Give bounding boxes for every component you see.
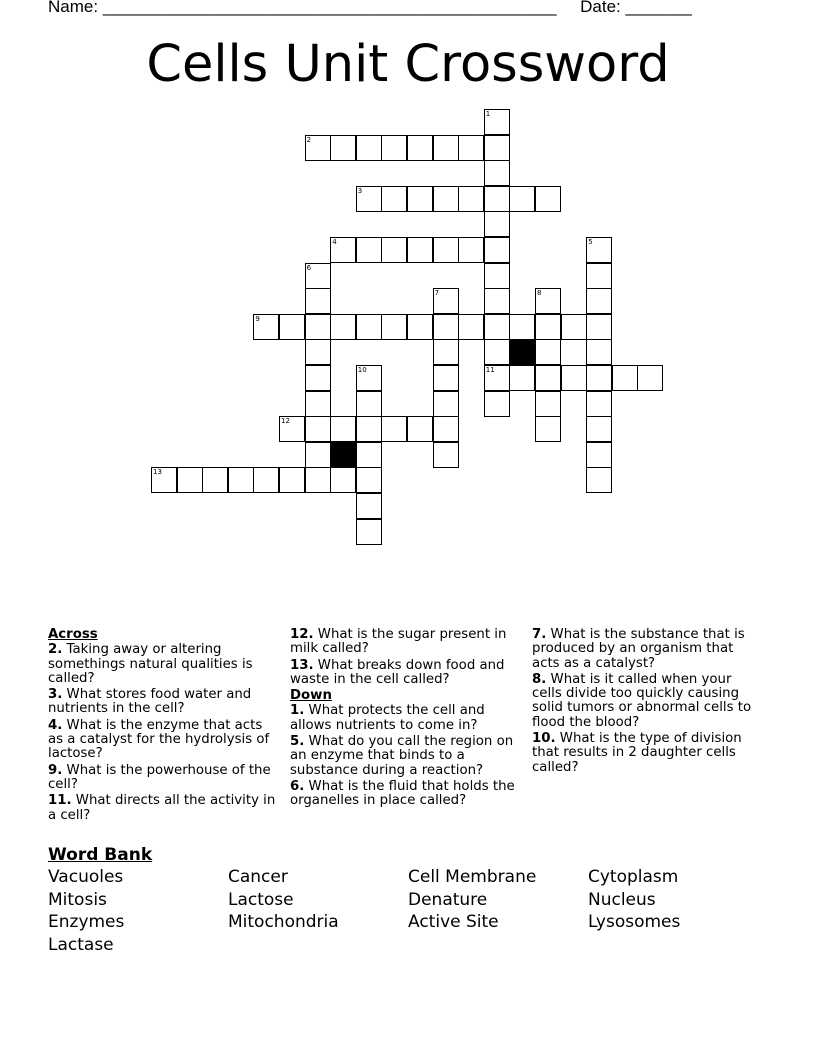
grid-cell[interactable]	[484, 288, 510, 314]
clue-across-13	[290, 659, 520, 688]
clue-number: 8.	[532, 671, 547, 687]
grid-cell[interactable]	[381, 135, 407, 161]
grid-cell[interactable]	[356, 237, 382, 263]
grid-cell[interactable]	[433, 288, 459, 314]
across-heading: Across	[48, 627, 98, 642]
clue-across-11	[48, 794, 278, 823]
grid-cell[interactable]	[637, 365, 663, 391]
word-bank-item: Lactase	[48, 935, 114, 956]
clue-number: 6.	[290, 778, 305, 794]
grid-cell[interactable]	[330, 237, 356, 263]
grid-cell[interactable]	[433, 416, 459, 442]
grid-cell[interactable]	[586, 365, 612, 391]
grid-cell[interactable]	[356, 314, 382, 340]
clue-text: What is the fluid that holds the organelles in place called?	[290, 778, 515, 809]
grid-cell[interactable]	[535, 416, 561, 442]
grid-cell[interactable]	[381, 416, 407, 442]
grid-cell[interactable]	[535, 186, 561, 212]
word-bank-item: Vacuoles	[48, 867, 124, 887]
clue-text: What is the sugar present in milk called?	[290, 627, 507, 657]
grid-cell[interactable]	[279, 467, 305, 493]
clue-text: What stores food water and nutrients in the cell?	[48, 687, 252, 717]
grid-cell[interactable]	[586, 263, 612, 289]
grid-cell[interactable]	[509, 314, 535, 340]
grid-cell[interactable]	[253, 467, 279, 493]
grid-cell[interactable]	[586, 288, 612, 314]
grid-cell[interactable]	[279, 314, 305, 340]
clue-text: What is the powerhouse of the cell?	[48, 762, 271, 792]
grid-cell[interactable]	[433, 442, 459, 468]
word-bank-item: Nucleus	[588, 889, 656, 910]
grid-cell[interactable]	[458, 314, 484, 340]
cell-number: 7	[434, 289, 440, 298]
word-bank-item: Active Site	[408, 912, 499, 933]
cell-number: 1	[485, 110, 491, 118]
clue-down-1	[290, 704, 520, 733]
grid-cell[interactable]	[586, 339, 612, 365]
grid-cell[interactable]	[535, 365, 561, 391]
page-title: Cells Unit Crossword	[146, 35, 670, 94]
clue-down-5	[290, 735, 520, 778]
grid-cell[interactable]	[253, 314, 279, 340]
word-bank-item: Cytoplasm	[588, 867, 679, 887]
cell-number: 10	[357, 366, 367, 374]
word-bank-item: Cancer	[228, 867, 288, 887]
grid-cell[interactable]	[433, 135, 459, 161]
clue-number: 11.	[48, 793, 72, 809]
grid-cell-black	[330, 442, 356, 468]
grid-cell[interactable]	[484, 237, 510, 263]
grid-cell[interactable]	[330, 467, 356, 493]
grid-cell-black	[509, 339, 535, 365]
grid-cell[interactable]	[535, 314, 561, 340]
clue-across-3	[48, 688, 278, 717]
grid-cell[interactable]	[356, 519, 382, 545]
grid-cell[interactable]	[305, 442, 331, 468]
grid-cell[interactable]	[356, 442, 382, 468]
clue-text: What is the enzyme that acts as a catalyst for the hydrolysis of lactose?	[48, 717, 270, 762]
grid-cell[interactable]	[330, 314, 356, 340]
grid-cell[interactable]	[433, 339, 459, 365]
clue-text: What directs all the activity in a cell?	[48, 793, 276, 823]
clues-column-1	[48, 628, 278, 825]
cell-number: 2	[306, 135, 312, 144]
grid-cell[interactable]	[612, 365, 638, 391]
grid-cell[interactable]	[356, 391, 382, 417]
word-bank-item: Lysosomes	[588, 912, 681, 933]
clue-text: What is the type of division that results in 2 daughter cells called?	[532, 731, 742, 775]
clue-text: What is the substance that is produced by an organism that acts as a catalyst?	[532, 627, 745, 671]
grid-cell[interactable]	[407, 416, 433, 442]
word-bank-item: Cell Membrane	[408, 867, 537, 887]
cell-number: 12	[281, 417, 290, 426]
grid-cell[interactable]	[433, 186, 459, 212]
grid-cell[interactable]	[458, 237, 484, 263]
clue-number: 12.	[290, 627, 314, 642]
clue-down-7	[532, 628, 762, 671]
grid-cell[interactable]	[407, 135, 433, 161]
grid-cell[interactable]	[305, 467, 331, 493]
grid-cell[interactable]	[305, 288, 331, 314]
grid-cell[interactable]	[509, 365, 535, 391]
clue-number: 7.	[532, 627, 547, 642]
grid-cell[interactable]	[381, 314, 407, 340]
grid-cell[interactable]	[407, 186, 433, 212]
grid-cell[interactable]	[356, 186, 382, 212]
clue-down-8	[532, 673, 762, 730]
grid-cell[interactable]	[586, 416, 612, 442]
grid-cell[interactable]	[177, 467, 203, 493]
grid-cell[interactable]	[228, 467, 254, 493]
grid-cell[interactable]	[305, 135, 331, 161]
grid-cell[interactable]	[330, 416, 356, 442]
clue-across-12	[290, 628, 520, 657]
grid-cell[interactable]	[586, 237, 612, 263]
grid-cell[interactable]	[305, 263, 331, 289]
clue-number: 5.	[290, 734, 305, 750]
word-bank-title: Word Bank	[48, 845, 153, 865]
grid-cell[interactable]	[381, 186, 407, 212]
word-bank-item: Lactose	[228, 889, 294, 910]
clue-across-2	[48, 643, 278, 686]
clue-across-9	[48, 764, 278, 793]
grid-cell[interactable]	[484, 160, 510, 186]
grid-cell[interactable]	[381, 237, 407, 263]
grid-cell[interactable]	[356, 467, 382, 493]
grid-cell[interactable]	[561, 365, 587, 391]
clue-number: 1.	[290, 703, 305, 719]
grid-cell[interactable]	[484, 263, 510, 289]
grid-cell[interactable]	[279, 416, 305, 442]
grid-cell[interactable]	[305, 416, 331, 442]
grid-cell[interactable]	[535, 288, 561, 314]
grid-cell[interactable]	[586, 442, 612, 468]
clues-column-2	[290, 628, 520, 811]
name-label: Name:	[48, 0, 99, 16]
date-field[interactable]: _______	[625, 0, 692, 16]
word-bank-item: Denature	[408, 889, 488, 910]
cell-number: 5	[588, 238, 593, 246]
clue-number: 9.	[48, 762, 63, 778]
clue-down-10	[532, 732, 762, 775]
clue-text: What protects the cell and allows nutrients to come in?	[290, 703, 485, 733]
cell-number: 4	[332, 238, 337, 246]
grid-cell[interactable]	[407, 314, 433, 340]
clue-text: Taking away or altering somethings natural qualities is called?	[48, 642, 253, 686]
clue-number: 2.	[48, 642, 63, 658]
clue-number: 13.	[290, 657, 314, 673]
grid-cell[interactable]	[509, 186, 535, 212]
clues-column-3	[532, 628, 762, 777]
grid-cell[interactable]	[356, 135, 382, 161]
grid-cell[interactable]	[484, 339, 510, 365]
word-bank-item: Mitosis	[48, 889, 107, 910]
cell-number: 8	[537, 289, 542, 298]
grid-cell[interactable]	[330, 135, 356, 161]
grid-cell[interactable]	[433, 314, 459, 340]
clue-text: What breaks down food and waste in the cell called?	[290, 657, 505, 687]
cell-number: 9	[255, 314, 260, 323]
grid-cell[interactable]	[484, 314, 510, 340]
grid-cell[interactable]	[202, 467, 228, 493]
grid-cell[interactable]	[484, 186, 510, 212]
grid-cell[interactable]	[484, 391, 510, 417]
clue-across-4	[48, 719, 278, 762]
grid-cell[interactable]	[356, 416, 382, 442]
grid-cell[interactable]	[305, 365, 331, 391]
grid-cell[interactable]	[356, 365, 382, 391]
grid-cell[interactable]	[484, 211, 510, 237]
grid-cell[interactable]	[535, 391, 561, 417]
grid-cell[interactable]	[305, 339, 331, 365]
grid-cell[interactable]	[586, 467, 612, 493]
name-field[interactable]: ________________________________________________	[102, 0, 557, 16]
cell-number: 6	[306, 263, 312, 272]
clue-text: What is it called when your cells divide too quickly causing solid tumors or abnormal cells to flood the blood?	[532, 671, 752, 730]
clue-text: What do you call the region on an enzyme that binds to a substance during a reaction?	[290, 734, 514, 778]
grid-cell[interactable]	[586, 314, 612, 340]
grid-cell[interactable]	[305, 314, 331, 340]
clue-down-6	[290, 780, 520, 809]
grid-cell[interactable]	[561, 314, 587, 340]
grid-cell[interactable]	[433, 391, 459, 417]
grid-cell[interactable]	[433, 237, 459, 263]
date-label: Date:	[580, 0, 621, 16]
grid-cell[interactable]	[458, 135, 484, 161]
down-heading: Down	[290, 688, 332, 704]
grid-cell[interactable]	[484, 135, 510, 161]
grid-cell[interactable]	[586, 391, 612, 417]
grid-cell[interactable]	[305, 391, 331, 417]
cell-number: 3	[357, 186, 363, 195]
grid-cell[interactable]	[458, 186, 484, 212]
word-bank-item: Enzymes	[48, 912, 125, 933]
clue-number: 4.	[48, 717, 63, 733]
grid-cell[interactable]	[433, 365, 459, 391]
grid-cell[interactable]	[484, 365, 510, 391]
grid-cell[interactable]	[535, 339, 561, 365]
clue-number: 10.	[532, 731, 556, 747]
cell-number: 13	[153, 468, 162, 477]
cell-number: 11	[485, 366, 495, 374]
grid-cell[interactable]	[151, 467, 177, 493]
word-bank-item: Mitochondria	[228, 912, 339, 933]
clue-number: 3.	[48, 687, 63, 703]
grid-cell[interactable]	[407, 237, 433, 263]
grid-cell[interactable]	[356, 493, 382, 519]
grid-cell[interactable]	[484, 109, 510, 135]
